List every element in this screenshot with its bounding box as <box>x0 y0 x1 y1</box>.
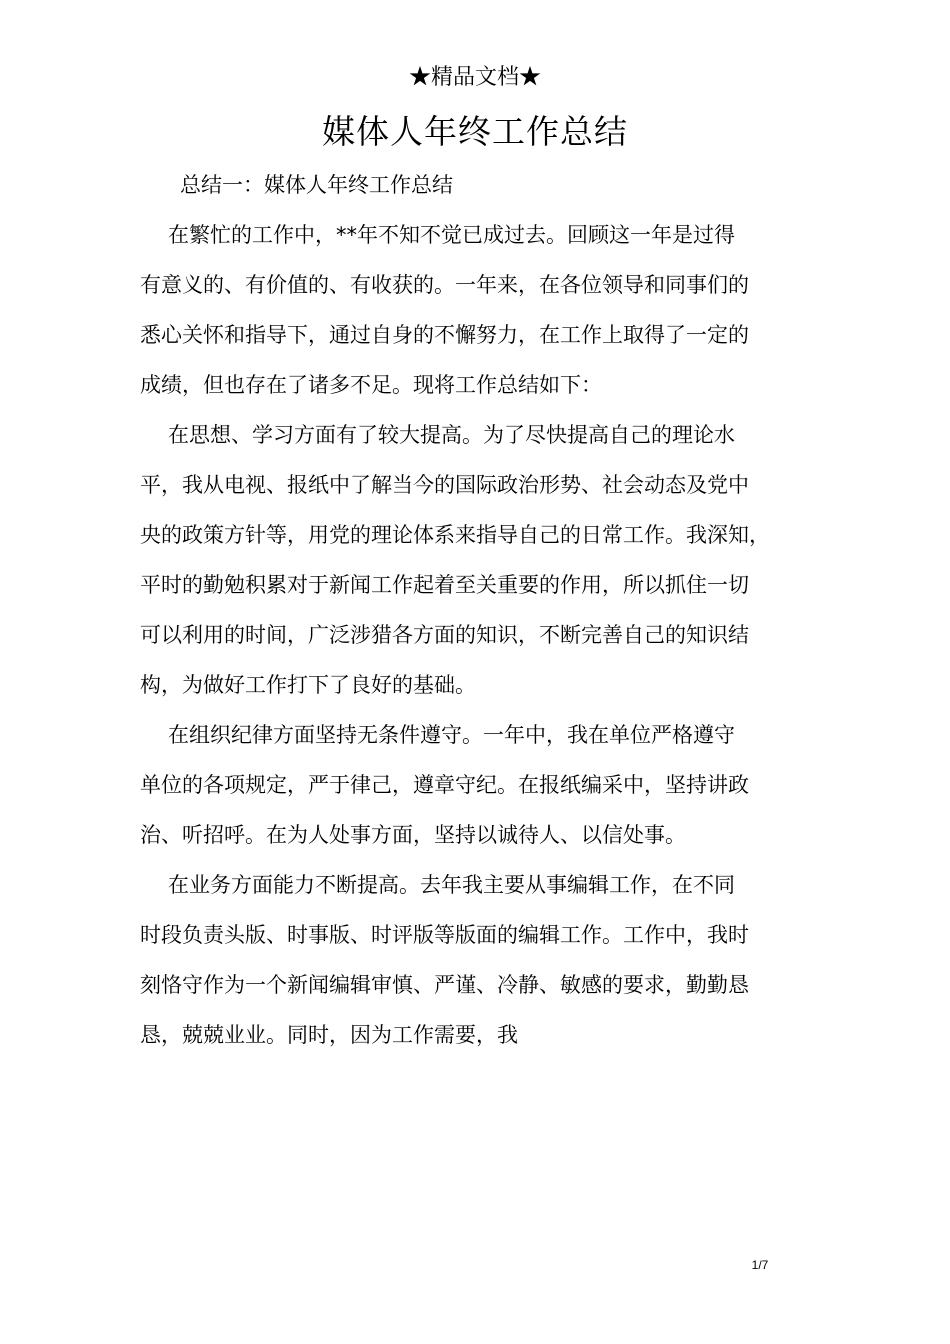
paragraph-line: 有意义的、有价值的、有收获的。一年来，在各位领导和同事们的 <box>140 273 749 297</box>
paragraph-line: 时段负责头版、时事版、时评版等版面的编辑工作。工作中，我时 <box>140 923 749 947</box>
paragraph-line: 恳，兢兢业业。同时，因为工作需要，我 <box>140 1023 518 1047</box>
page-number: 1/7 <box>751 1258 769 1272</box>
paragraph-line: 悉心关怀和指导下，通过自身的不懈努力，在工作上取得了一定的 <box>140 323 749 347</box>
document-title: 媒体人年终工作总结 <box>322 112 628 151</box>
paragraph-line: 平时的勤勉积累对于新闻工作起着至关重要的作用，所以抓住一切 <box>140 573 749 597</box>
paragraph-line: 构，为做好工作打下了良好的基础。 <box>140 673 476 697</box>
paragraph-line: 在组织纪律方面坚持无条件遵守。一年中，我在单位严格遵守 <box>168 723 735 747</box>
paragraph-line: 在业务方面能力不断提高。去年我主要从事编辑工作，在不同 <box>168 873 735 897</box>
paragraph-line: 央的政策方针等，用党的理论体系来指导自己的日常工作。我深知， <box>140 523 770 547</box>
header-mark: ★精品文档★ <box>408 65 541 90</box>
section-subtitle: 总结一：媒体人年终工作总结 <box>180 173 453 197</box>
paragraph-4 <box>140 860 830 1060</box>
document-body <box>140 160 830 1060</box>
paragraph-line: 在思想、学习方面有了较大提高。为了尽快提高自己的理论水 <box>168 423 735 447</box>
paragraph-line: 成绩，但也存在了诸多不足。现将工作总结如下： <box>140 373 602 397</box>
paragraph-line: 刻恪守作为一个新闻编辑审慎、严谨、冷静、敏感的要求，勤勤恳 <box>140 973 749 997</box>
paragraph-1 <box>140 210 830 410</box>
paragraph-line: 平，我从电视、报纸中了解当今的国际政治形势、社会动态及党中 <box>140 473 749 497</box>
paragraph-line: 治、听招呼。在为人处事方面，坚持以诚待人、以信处事。 <box>140 823 686 847</box>
paragraph-line: 单位的各项规定，严于律己，遵章守纪。在报纸编采中，坚持讲政 <box>140 773 749 797</box>
paragraph-2 <box>140 410 830 710</box>
paragraph-line: 可以利用的时间，广泛涉猎各方面的知识，不断完善自己的知识结 <box>140 623 749 647</box>
paragraph-line: 在繁忙的工作中，**年不知不觉已成过去。回顾这一年是过得 <box>168 223 735 247</box>
paragraph-3 <box>140 710 830 860</box>
